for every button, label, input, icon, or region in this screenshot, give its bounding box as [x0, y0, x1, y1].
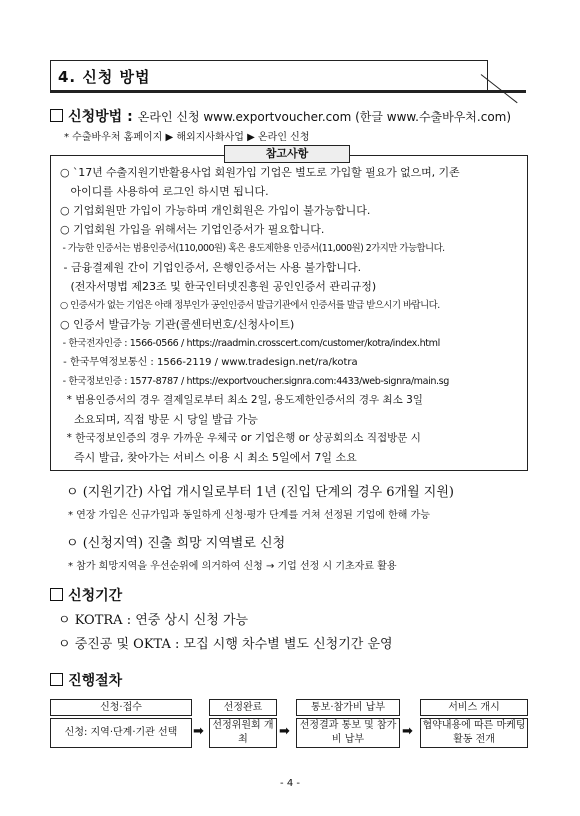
support-period-text: ㅇ (지원기간) 사업 개시일로부터 1년 (진입 단계의 경우 6개월 지원)	[66, 485, 454, 500]
reference-line: ○ 인증서가 없는 기업은 아래 정부인가 공인인증서 발급기관에서 인증서를 발급 받으시기 바랍니다.	[60, 300, 440, 311]
reference-line: 즉시 발급, 찾아가는 서비스 이용 시 최소 5일에서 7일 소요	[60, 451, 357, 464]
apply-period-item: ㅇ 중진공 및 OKTA : 모집 시행 차수별 별도 신청기간 운영	[58, 637, 393, 652]
reference-tab: 참고사항	[224, 145, 350, 163]
right-arrow-icon: ➡	[193, 724, 204, 739]
procedure-step-body: 신청: 지역·단계·기관 선택	[50, 718, 192, 748]
apply-method-line	[50, 106, 511, 126]
apply-region-text: ㅇ (신청지역) 진출 희망 지역별로 신청	[66, 536, 286, 551]
checkbox-square-icon	[50, 109, 63, 122]
procedure-step-body: 협약내용에 따른 마케팅 활동 전개	[420, 718, 528, 748]
procedure-title: 진행절차	[68, 673, 123, 689]
reference-line: - 한국무역정보통신 : 1566-2119 / www.tradesign.net/ra/kotra	[60, 357, 358, 368]
reference-line: 소요되며, 직접 방문 시 당일 발급 가능	[60, 413, 258, 426]
reference-line: - 가능한 인증서는 범용인증서(110,000원) 혹은 용도제한용 인증서(11,000원) 2가지만 가능합니다.	[60, 243, 445, 254]
reference-line: ○ 기업회원만 가입이 가능하며 개인회원은 가입이 불가능합니다.	[60, 204, 371, 217]
reference-line: ○ `17년 수출지원기반활용사업 회원가입 기업은 별도로 가입할 필요가 없으며, 기존	[60, 166, 460, 179]
section-title-underline	[50, 90, 526, 93]
right-arrow-icon: ➡	[279, 724, 290, 739]
reference-line: - 한국전자인증 : 1566-0566 / https://raadmin.crosscert.com/customer/kotra/index.html	[60, 338, 440, 349]
procedure-step-head: 선정완료	[209, 699, 277, 716]
apply-period-item: ㅇ KOTRA : 연중 상시 신청 가능	[58, 613, 249, 628]
reference-line: (전자서명법 제23조 및 한국인터넷진흥원 공인인증서 관리규정)	[60, 280, 377, 293]
page-number: - 4 -	[280, 778, 300, 789]
section-title: 4. 신청 방법	[58, 68, 151, 86]
apply-path-note: * 수출바우처 홈페이지 ▶ 해외지사화사업 ▶ 온라인 신청	[64, 132, 310, 143]
procedure-step-head: 신청·접수	[50, 699, 192, 716]
checkbox-square-icon	[50, 673, 63, 686]
right-arrow-icon: ➡	[402, 724, 413, 739]
reference-line: - 금융결제원 간이 기업인증서, 은행인증서는 사용 불가합니다.	[60, 261, 362, 274]
procedure-step-head: 서비스 개시	[420, 699, 528, 716]
procedure-heading	[50, 670, 122, 690]
procedure-step-body: 선정결과 통보 및 참가비 납부	[296, 718, 400, 748]
support-period-note: * 연장 가입은 신규가입과 동일하게 신청·평가 단계를 거쳐 선정된 기업에 한해 가능	[68, 510, 430, 521]
apply-period-title: 신청기간	[68, 588, 123, 604]
reference-lines	[60, 163, 520, 467]
reference-line: * 범용인증서의 경우 결제일로부터 최소 2일, 용도제한인증서의 경우 최소 3일	[60, 394, 423, 406]
reference-line: 아이디를 사용하여 로그인 하시면 됩니다.	[60, 185, 269, 198]
procedure-step-body: 선정위원회 개최	[209, 718, 277, 748]
reference-line: ○ 기업회원 가입을 위해서는 기업인증서가 필요합니다.	[60, 223, 325, 236]
apply-region-note: * 참가 희망지역을 우선순위에 의거하여 신청 → 기업 선정 시 기초자료 활용	[68, 561, 397, 572]
apply-method-value: 온라인 신청 www.exportvoucher.com (한글 www.수출바우처.com)	[137, 110, 512, 124]
reference-line: * 한국정보인증의 경우 가까운 우체국 or 기업은행 or 상공회의소 직접방문 시	[60, 432, 421, 444]
apply-method-label: 신청방법 :	[68, 109, 133, 125]
reference-line: ○ 인증서 발급가능 기관(콜센터번호/신청사이트)	[60, 318, 295, 331]
procedure-step-head: 통보·참가비 납부	[296, 699, 400, 716]
checkbox-square-icon	[50, 588, 63, 601]
reference-line: - 한국정보인증 : 1577-8787 / https://exportvoucher.signra.com:4433/web-signra/main.sg	[60, 376, 449, 387]
apply-period-heading	[50, 585, 122, 605]
